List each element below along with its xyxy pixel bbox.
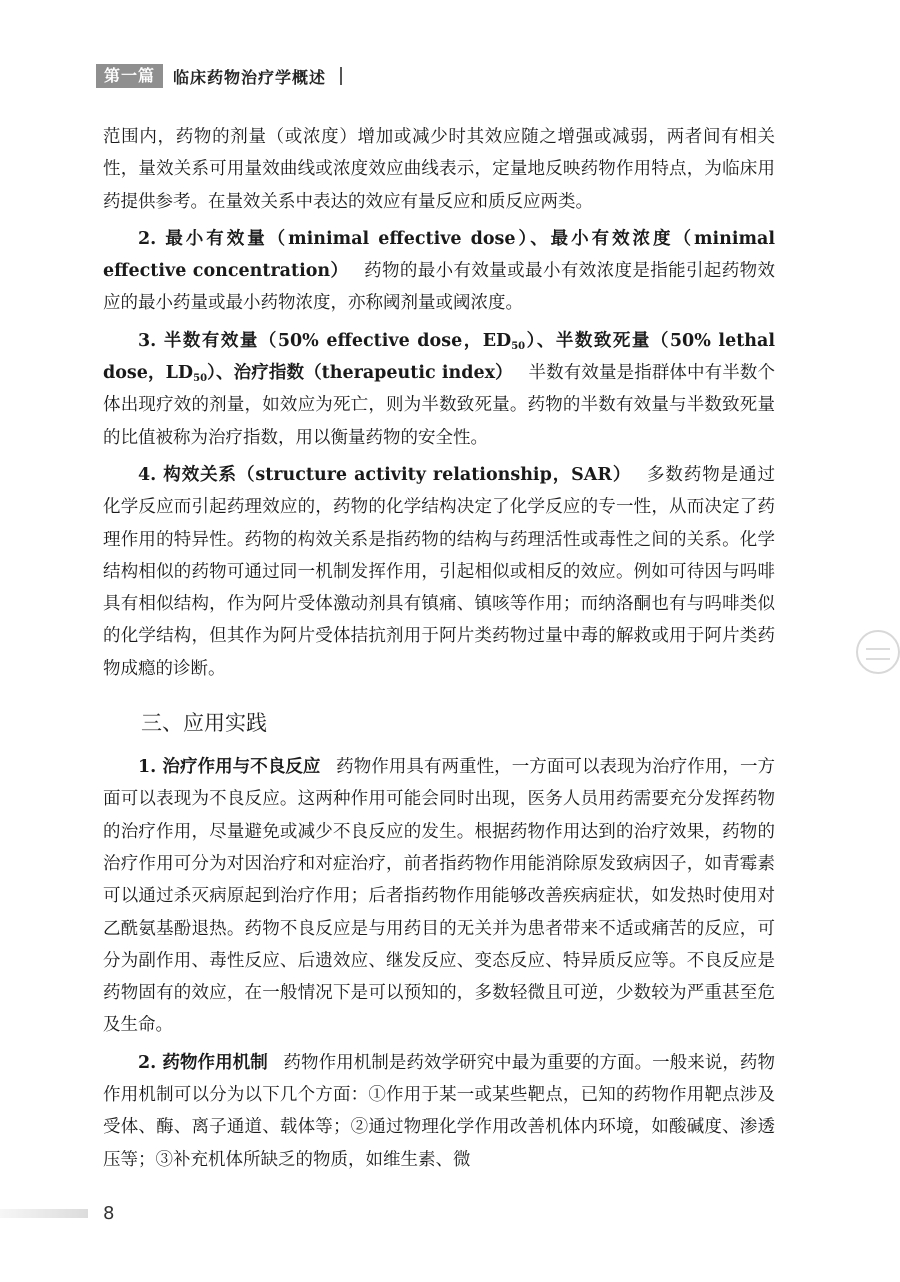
paragraph-mechanism xyxy=(103,1047,775,1176)
term-therapeutic-index-label: ）、治疗指数（therapeutic index） xyxy=(207,363,513,384)
term-minimal-effective-dose: 2. 最小有效量（minimal effective dose）、最小有效浓度（minimal effective concentration） xyxy=(103,228,775,282)
ld50-subscript: 50 xyxy=(193,373,208,385)
footer-strip xyxy=(0,1209,88,1218)
header-divider xyxy=(340,67,342,85)
paragraph-dose-effect: 范围内，药物的剂量（或浓度）增加或减少时其效应随之增强或减弱，两者间有相关性，量效关系可用量效曲线或浓度效应曲线表示，定量地反映药物作用特点，为临床用药提供参考。在量效关系中表达的效应有量反应和质反应两类。 xyxy=(103,127,775,212)
page-body xyxy=(103,121,775,1176)
desc-sar: 多数药物是通过化学反应而引起药理效应的，药物的化学结构决定了化学反应的专一性，从而决定了药理作用的特异性。药物的构效关系是指药物的结构与药理活性或毒性之间的关系。化学结构相似的药物可通过同一机制发挥作用，引起相似或相反的效应。例如可待因与吗啡具有相似结构，作为阿片受体激动剂具有镇痛、镇咳等作用；而纳洛酮也有与吗啡类似的化学结构，但其作为阿片受体拮抗剂用于阿片类药物过量中毒的解救或用于阿片类药物成瘾的诊断。 xyxy=(103,464,775,679)
desc-therapeutic-adverse: 药物作用具有两重性，一方面可以表现为治疗作用，一方面可以表现为不良反应。这两种作用可能会同时出现，医务人员用药需要充分发挥药物的治疗作用，尽量避免或减少不良反应的发生。根据药物作用达到的治疗效果，药物的治疗作用可分为对因治疗和对症治疗，前者指药物作用能消除原发致病因子，如青霉素可以通过杀灭病原起到治疗作用；后者指药物作用能够改善疾病症状，如发热时使用对乙酰氨基酚退热。药物不良反应是与用药目的无关并为患者带来不适或痛苦的反应，可分为副作用、毒性反应、后遗效应、继发反应、变态反应、特异质反应等。不良反应是药物固有的效应，在一般情况下是可以预知的，多数轻微且可逆，少数较为严重甚至危及生命。 xyxy=(103,757,775,1036)
chapter-title: 临床药物治疗学概述 xyxy=(173,67,327,87)
paragraph-therapeutic-adverse xyxy=(103,751,775,1042)
term-ld50-label: ）、半数致死量（50% lethal dose，LD xyxy=(103,330,775,384)
ed50-subscript: 50 xyxy=(511,340,526,352)
term-therapeutic-adverse: 1. 治疗作用与不良反应 xyxy=(138,757,321,778)
paragraph-minimal-effective-dose xyxy=(103,223,775,320)
watermark-seal-icon xyxy=(856,630,900,674)
desc-mechanism: 药物作用机制是药效学研究中最为重要的方面。一般来说，药物作用机制可以分为以下几个方面：①作用于某一或某些靶点，已知的药物作用靶点涉及受体、酶、离子通道、载体等；②通过物理化学作用改善机体内环境，如酸碱度、渗透压等；③补充机体所缺乏的物质，如维生素、微 xyxy=(103,1052,775,1170)
paragraph-sar xyxy=(103,459,775,685)
term-mechanism: 2. 药物作用机制 xyxy=(138,1052,268,1073)
part-badge: 第一篇 xyxy=(96,64,163,88)
running-header xyxy=(96,64,342,88)
paragraph-ed50-ld50 xyxy=(103,325,775,454)
desc-minimal-effective-dose: 药物的最小有效量或最小有效浓度是指能引起药物效应的最小药量或最小药物浓度，亦称阈剂量或阈浓度。 xyxy=(103,261,775,314)
term-sar: 4. 构效关系（structure activity relationship，SAR） xyxy=(138,464,632,485)
desc-ed50-ld50: 半数有效量是指群体中有半数个体出现疗效的剂量，如效应为死亡，则为半数致死量。药物的半数有效量与半数致死量的比值被称为治疗指数，用以衡量药物的安全性。 xyxy=(103,363,775,448)
page-number: 8 xyxy=(103,1203,115,1224)
term-ed50-label: 3. 半数有效量（50% effective dose，ED xyxy=(138,330,512,351)
section-heading: 三、应用实践 xyxy=(141,711,267,736)
